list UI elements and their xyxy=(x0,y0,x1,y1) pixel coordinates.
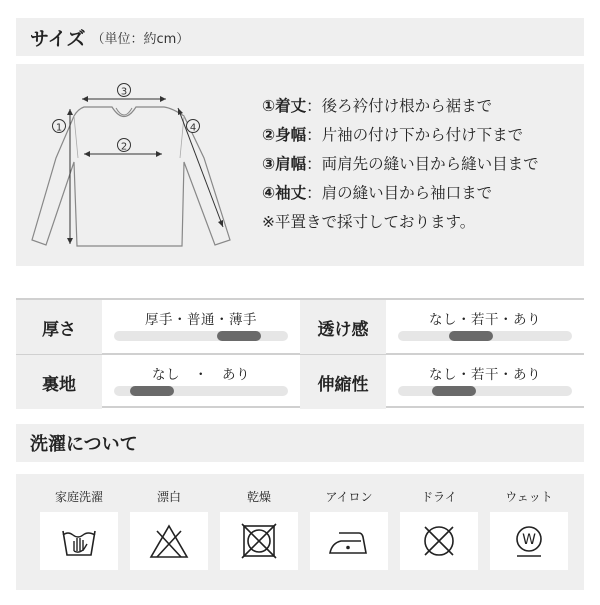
garment-diagram xyxy=(16,64,246,266)
svg-text:3: 3 xyxy=(120,86,128,98)
level-fill xyxy=(432,386,476,396)
attr-scale-lining: なし ・ あり xyxy=(102,355,300,409)
iron-low-icon xyxy=(325,521,373,561)
attr-label-stretch: 伸縮性 xyxy=(300,355,386,409)
washing-panel: 家庭洗濯 漂白 乾燥 アイロン ドライ ウェット W xyxy=(16,474,584,590)
svg-text:2: 2 xyxy=(120,141,128,153)
level-fill xyxy=(130,386,174,396)
attr-label-thickness: 厚さ xyxy=(16,300,102,354)
hand-wash-icon xyxy=(57,521,101,561)
svg-text:1: 1 xyxy=(55,122,63,134)
level-fill xyxy=(449,331,493,341)
attr-scale-sheerness: なし・若干・あり xyxy=(386,300,584,354)
no-bleach-icon xyxy=(147,521,191,561)
measure-row-sleeve: ④袖丈：肩の縫い目から袖口まで xyxy=(262,184,493,202)
wet-clean-icon xyxy=(507,521,551,561)
attr-scale-thickness: 厚手・普通・薄手 xyxy=(102,300,300,354)
size-title: サイズ xyxy=(30,27,86,50)
svg-text:4: 4 xyxy=(189,122,197,134)
measure-row-length: ①着丈：後ろ衿付け根から裾まで xyxy=(262,97,493,115)
measure-note: ※平置きで採寸しております。 xyxy=(262,213,476,231)
attr-scale-stretch: なし・若干・あり xyxy=(386,355,584,409)
attr-label-sheerness: 透け感 xyxy=(300,300,386,354)
svg-text:W: W xyxy=(522,532,536,548)
no-dry-clean-icon xyxy=(417,521,461,561)
no-tumble-dry-icon xyxy=(237,521,281,561)
size-panel xyxy=(16,64,584,266)
unit-note: （単位：約cm） xyxy=(91,31,190,47)
measure-row-width: ②身幅：片袖の付け下から付け下まで xyxy=(262,126,524,144)
attr-label-lining: 裏地 xyxy=(16,355,102,409)
attributes-table xyxy=(16,298,584,408)
level-fill xyxy=(217,331,261,341)
washing-header xyxy=(16,424,584,462)
washing-title: 洗濯について xyxy=(30,434,138,455)
measurement-descriptions xyxy=(262,92,539,237)
measure-row-shoulder: ③肩幅：両肩先の縫い目から縫い目まで xyxy=(262,155,539,173)
size-header xyxy=(16,18,584,56)
